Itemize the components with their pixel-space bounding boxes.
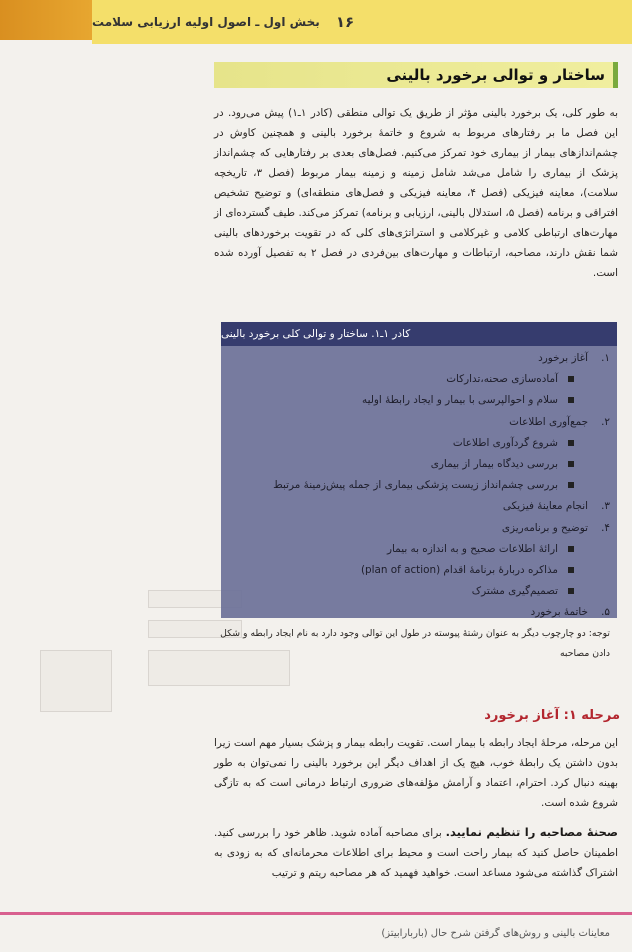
bullet-square-icon <box>568 461 574 467</box>
box-subitem <box>240 433 610 454</box>
box-subitem <box>240 560 610 581</box>
box-subitem <box>240 454 610 475</box>
item-label: توضیح و برنامه‌ریزی <box>501 521 588 534</box>
page-header <box>92 0 632 44</box>
box-title: کادر ۱ـ۱. ساختار و توالی کلی برخورد بالینی <box>221 322 617 346</box>
bleed-through-box <box>40 650 112 712</box>
subitem-label: آماده‌سازی صحنه،تدارکات <box>446 373 558 386</box>
stage-paragraph-2 <box>214 822 618 883</box>
bold-lead: صحنهٔ مصاحبه را تنظیم نمایید. <box>445 825 619 839</box>
paragraph-text: برای مصاحبه آماده شوید. ظاهر خود را بررسی کنید. اطمینان حاصل کنید که بیمار راحت است و محیط برای اطلاعات محرمانه‌ای که به زودی به اشتراک گذاشته می‌شود مساعد است. خواهید فهمید که هر مصاحبه ریتم و ترتیب <box>214 827 618 879</box>
box-list <box>240 348 610 624</box>
subitem-label: سلام و احوالپرسی با بیمار و ایجاد رابطهٔ اولیه <box>362 394 558 407</box>
box-subitem <box>240 390 610 411</box>
bullet-square-icon <box>568 546 574 552</box>
subitem-label: تصمیم‌گیری مشترک <box>471 585 558 598</box>
page-number: ۱۶ <box>335 13 355 31</box>
item-number: ۴. <box>601 521 610 534</box>
section-title: ساختار و توالی برخورد بالینی <box>386 66 605 84</box>
bullet-square-icon <box>568 588 574 594</box>
box-subitem <box>240 539 610 560</box>
item-label: جمع‌آوری اطلاعات <box>509 415 588 428</box>
footer-divider <box>0 912 632 915</box>
subitem-label: مذاکره دربارهٔ برنامهٔ اقدام (plan of action) <box>360 564 558 577</box>
bullet-square-icon <box>568 397 574 403</box>
stage-paragraph: این مرحله، مرحلهٔ ایجاد رابطه با بیمار است. تقویت رابطه بیمار و پزشک بسیار مهم است زیرا بدون داشتن یک رابطهٔ خوب، هیچ یک از اهداف دیگر این برخورد بالینی را نمی‌توان به طور بهینه دنبال کرد. احترام، اعتماد و آرامش مؤلفه‌های ضروری ارتباط درمانی است که به تازگی شروع شده است. <box>214 737 618 809</box>
stage-heading: مرحله ۱: آغاز برخورد <box>484 708 620 723</box>
item-label: خاتمهٔ برخورد <box>530 606 588 619</box>
box-item <box>240 496 610 517</box>
item-number: ۱. <box>601 352 610 364</box>
item-label: انجام معاینهٔ فیزیکی <box>502 500 588 513</box>
box-subitem <box>240 475 610 496</box>
item-number: ۵. <box>601 606 610 619</box>
box-subitem <box>240 581 610 602</box>
footer-text: معاینات بالینی و روش‌های گرفتن شرح حال (باربارابیتز) <box>381 928 610 939</box>
box-item <box>240 348 610 369</box>
subitem-label: شروع گردآوری اطلاعات <box>452 436 558 449</box>
box-note: توجه: دو چارچوب دیگر به عنوان رشتهٔ پیوسته در طول این توالی وجود دارد به نام ایجاد رابطه و شکل دادن مصاحبه <box>220 628 610 659</box>
box-item <box>240 412 610 433</box>
box-item <box>240 602 610 623</box>
item-number: ۲. <box>601 415 610 428</box>
bullet-square-icon <box>568 567 574 573</box>
item-label: آغاز برخورد <box>538 352 588 364</box>
subitem-label: بررسی دیدگاه بیمار از بیماری <box>430 458 558 471</box>
bullet-square-icon <box>568 482 574 488</box>
intro-paragraph: به طور کلی، یک برخورد بالینی مؤثر از طریق یک توالی منطقی (کادر ۱ـ۱) پیش می‌رود. در این فصل ما بر رفتارهای مربوط به شروع و خاتمهٔ برخورد بالینی و همچنین کاوش در چشم‌اندازهای بیمار از بیماری خود تمرکز می‌کنیم. فصل‌های بعدی بر رفتارهایی که چشم‌انداز پزشک از بیماری را شامل می‌شد شامل زمینه و زمینه بیمار مربوط (فصل ۳، تاریخچه سلامت)، معاینه فیزیکی (فصل ۴، معاینه فیزیکی و فصل‌های منطقه‌ای) و توضیح تشخیص افتراقی و برنامه (فصل ۵، استدلال بالینی، ارزیابی و برنامه) تمرکز می‌کند. طیف گسترده‌ای از مهارت‌های ارتباطی کلامی و غیرکلامی و استراتژی‌های کلی که در تقویت برخوردهای بالینی شما نقش دارند، مصاحبه، ارتباطات و مهارت‌های بین‌فردی در فصل ۲ به تفصیل آورده شده است. <box>214 107 619 279</box>
subitem-label: ارائهٔ اطلاعات صحیح و به اندازه به بیمار <box>387 542 558 555</box>
section-title-bar <box>214 62 618 88</box>
bullet-square-icon <box>568 440 574 446</box>
bullet-square-icon <box>568 376 574 382</box>
box-item <box>240 518 610 539</box>
chapter-title: بخش اول ـ اصول اولیه ارزیابی سلامت <box>92 15 320 29</box>
box-subitem <box>240 369 610 390</box>
subitem-label: بررسی چشم‌انداز زیست پزشکی بیماری از جمله پیش‌زمینهٔ مرتبط <box>273 479 558 492</box>
item-number: ۳. <box>601 500 610 513</box>
